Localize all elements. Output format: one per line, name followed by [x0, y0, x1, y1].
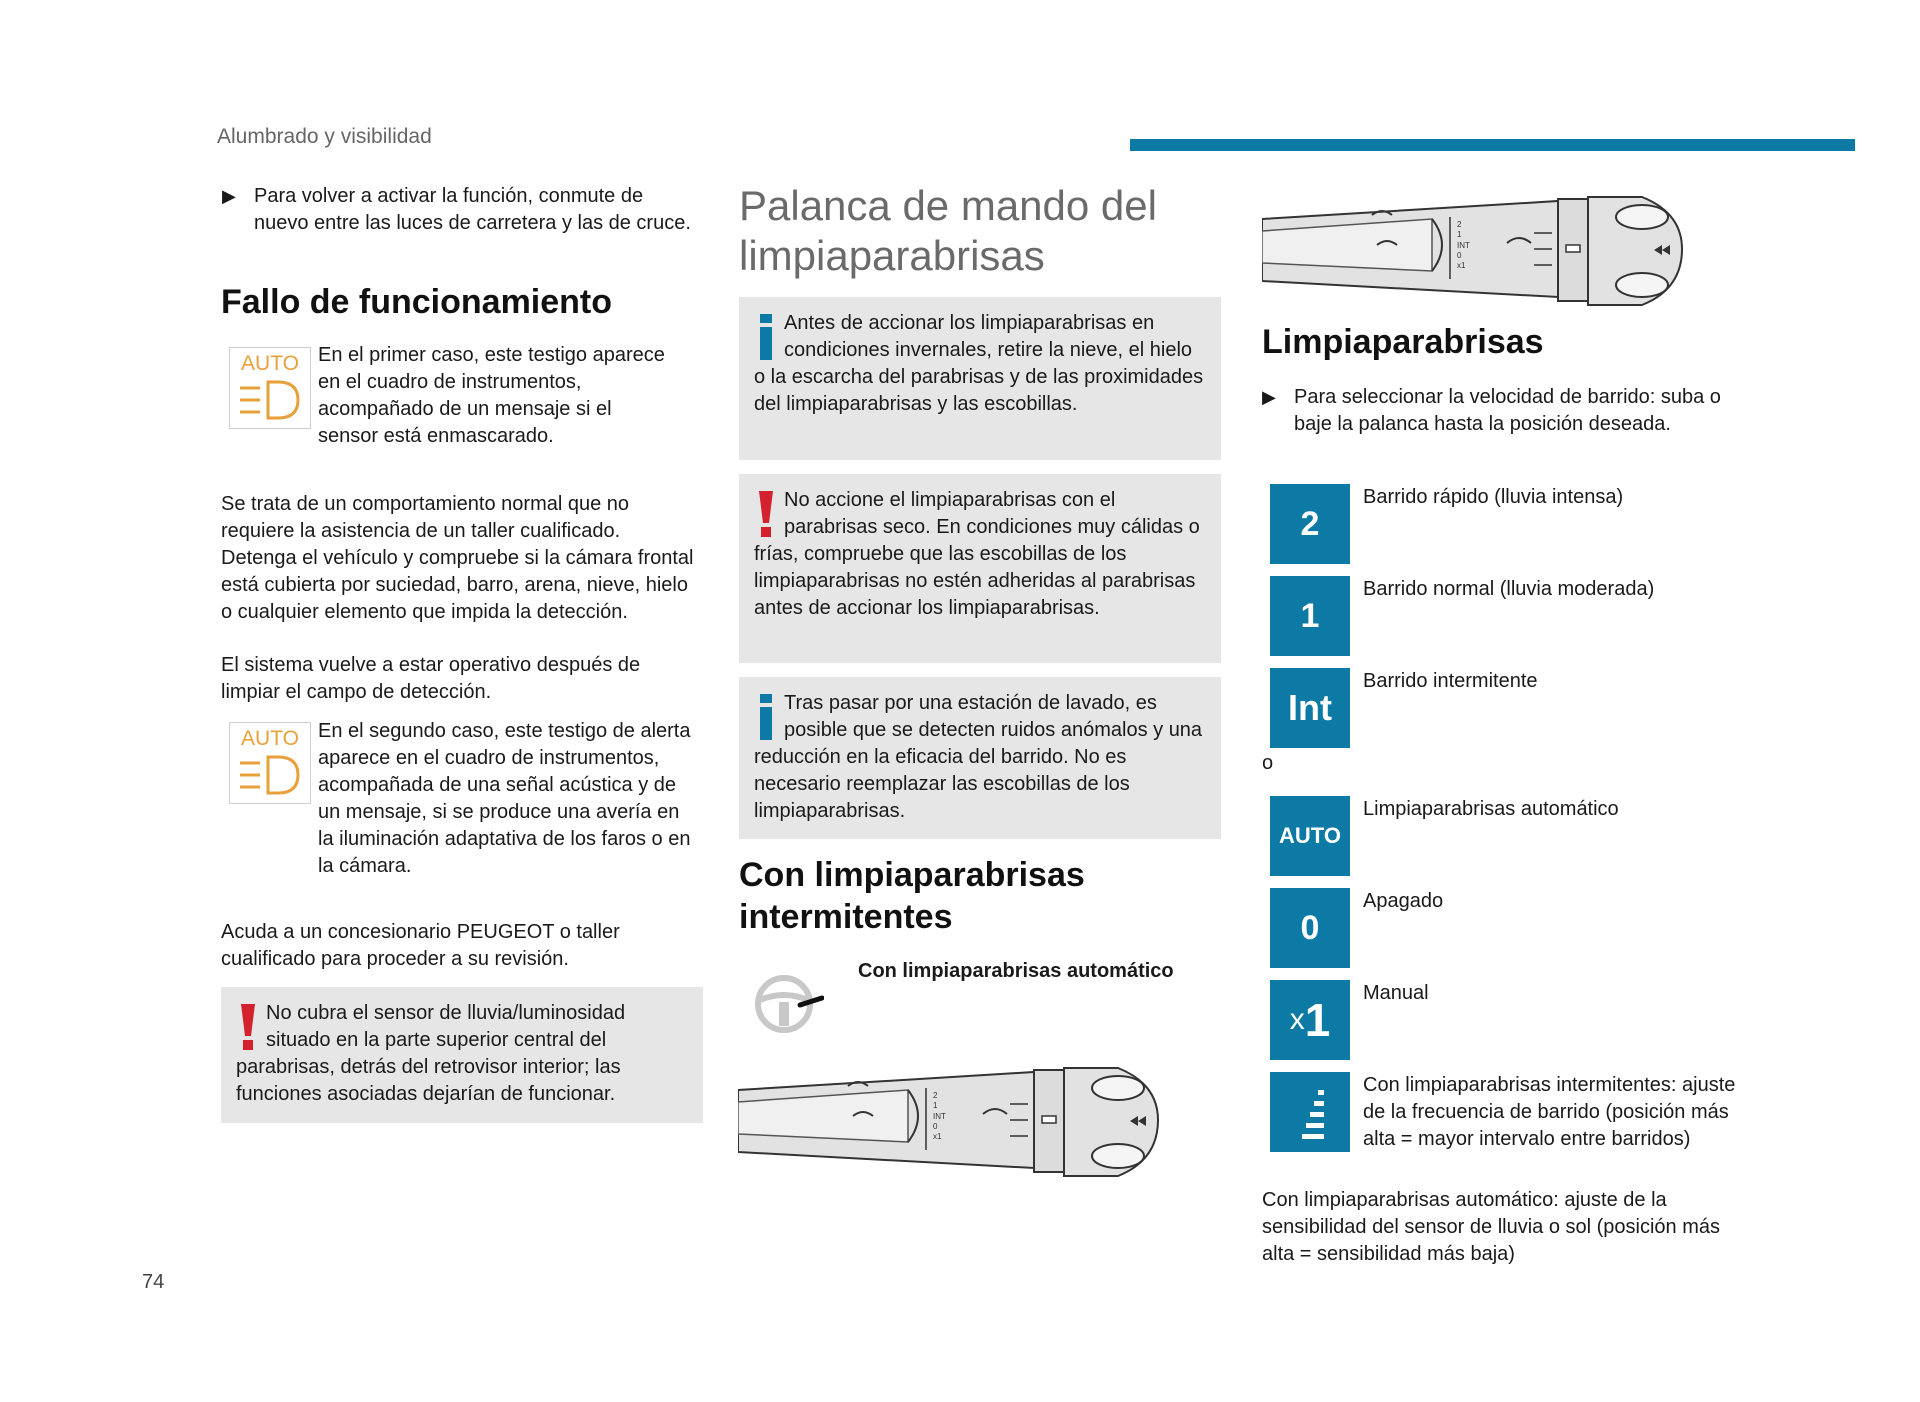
stalk-pos-1: 1: [933, 1101, 938, 1110]
dry-windscreen-warning-note: [739, 474, 1221, 663]
intro-text: Para volver a activar la función, conmute de nuevo entre las luces de carretera y las de cruce.: [254, 185, 691, 234]
section-title: Alumbrado y visibilidad: [217, 125, 432, 148]
stalk-pos-2: 2: [933, 1091, 938, 1100]
exclamation-icon: [754, 489, 784, 541]
car-wash-info-text: Tras pasar por una estación de lavado, es posible que se detecten ruidos anómalos y una reducción en la eficacia del barrido. No es necesario reemplazar las escobillas de los limpiaparabrisas.: [754, 692, 1203, 822]
int-icon: Int: [1270, 668, 1350, 748]
page-number: 74: [142, 1271, 165, 1293]
intro-bullet: [222, 183, 692, 237]
sensor-warning-text: No cubra el sensor de lluvia/luminosidad situado en la parte superior central del parabrisas, detrás del retrovisor interior; las funciones asociadas dejarían de funcionar.: [236, 1002, 626, 1105]
info-icon: [754, 692, 784, 744]
or-text: o: [1262, 752, 1274, 774]
auto-headlamp-alert-icon: [229, 722, 311, 804]
case2-text: En el segundo caso, este testigo de alerta aparece en el cuadro de instrumentos, acompañada de una señal acústica y de un mensaje, si se produce una avería en la iluminación adaptativa de los faros o en la cámara.: [318, 720, 691, 877]
stalk-pos-0: 0: [933, 1122, 938, 1131]
bullet-arrow-icon: ▶: [1262, 387, 1276, 407]
speed-bullet: [1262, 384, 1722, 438]
sensor-warning-note: [221, 987, 703, 1123]
wiper-stalk-title: Palanca de mando del limpiaparabrisas: [739, 182, 1157, 279]
manual-1-digit: 1: [1304, 994, 1331, 1046]
dealer-text: Acuda a un concesionario PEUGEOT o taller cualificado para proceder a su revisión.: [221, 921, 620, 970]
stalk-pos-x1: x1: [1457, 261, 1466, 270]
position-label: Manual: [1363, 982, 1429, 1004]
auto-icon: AUTO: [1270, 796, 1350, 876]
position-label: Barrido normal (lluvia moderada): [1363, 578, 1655, 600]
manual-x1-icon: [1270, 980, 1350, 1060]
intermittent-heading: Con limpiaparabrisas intermitentes: [739, 856, 1085, 936]
auto-headlamp-warning-icon: [229, 347, 311, 429]
operative-again-text: El sistema vuelve a estar operativo después de limpiar el campo de detección.: [221, 654, 641, 703]
case1-text: En el primer caso, este testigo aparece en el cuadro de instrumentos, acompañado de un mensaje si el sensor está enmascarado.: [318, 344, 665, 447]
off-0-icon: 0: [1270, 888, 1350, 968]
position-label: Apagado: [1363, 890, 1444, 912]
stalk-pos-x1: x1: [933, 1132, 942, 1141]
normal-behaviour-text: Se trata de un comportamiento normal que no requiere la asistencia de un taller cualificado. Detenga el vehículo y compruebe si la cámara frontal está cubierta por suciedad, barro, arena, nieve, hielo o cualquier elemento que impida la detección.: [221, 493, 694, 623]
speed-intro-text: Para seleccionar la velocidad de barrido: suba o baje la palanca hasta la posición deseada.: [1294, 386, 1721, 435]
lamp-auto-text: AUTO: [241, 352, 299, 375]
position-label: Barrido rápido (lluvia intensa): [1363, 486, 1624, 508]
frequency-adjust-icon: [1270, 1072, 1350, 1152]
exclamation-icon: [236, 1002, 266, 1054]
speed-1-icon: 1: [1270, 576, 1350, 656]
car-wash-info-note: [739, 677, 1221, 839]
malfunction-heading: Fallo de funcionamiento: [221, 283, 613, 321]
position-label: Barrido intermitente: [1363, 670, 1538, 692]
manual-x-prefix: x: [1289, 1003, 1305, 1036]
dry-windscreen-warning-text: No accione el limpiaparabrisas con el parabrisas seco. En condiciones muy cálidas o frías, compruebe que las escobillas de los limpiaparabrisas no estén adheridas al parabrisas antes de accionar los limpiaparabrisas.: [754, 489, 1200, 619]
stalk-pos-int: INT: [1457, 241, 1470, 250]
stalk-pos-0: 0: [1457, 251, 1462, 260]
steering-wheel-icon: [752, 972, 824, 1036]
wipers-heading: Limpiaparabrisas: [1262, 323, 1544, 361]
stalk-pos-int: INT: [933, 1112, 946, 1121]
position-label: Limpiaparabrisas automático: [1363, 798, 1619, 820]
wiper-stalk-top-illustration: [1262, 193, 1687, 311]
position-label: Con limpiaparabrisas intermitentes: ajuste de la frecuencia de barrido (posición más alta = mayor intervalo entre barridos): [1363, 1074, 1736, 1150]
winter-info-note: [739, 297, 1221, 460]
winter-info-text: Antes de accionar los limpiaparabrisas en condiciones invernales, retire la nieve, el hielo o la escarcha del parabrisas y de las proximidades del limpiaparabrisas y las escobillas.: [754, 312, 1204, 415]
speed-2-icon: 2: [1270, 484, 1350, 564]
auto-wiper-label: Con limpiaparabrisas automático: [858, 960, 1174, 982]
stalk-pos-2: 2: [1457, 220, 1462, 229]
auto-sensitivity-text: Con limpiaparabrisas automático: ajuste de la sensibilidad del sensor de lluvia o sol (posición más alta = sensibilidad más baja): [1262, 1189, 1721, 1265]
wiper-stalk-illustration: [738, 1064, 1163, 1182]
lamp-auto-text: AUTO: [241, 727, 299, 750]
stalk-pos-1: 1: [1457, 230, 1462, 239]
header-accent-bar: [1130, 139, 1855, 151]
bullet-arrow-icon: ▶: [222, 186, 236, 206]
info-icon: [754, 312, 784, 364]
